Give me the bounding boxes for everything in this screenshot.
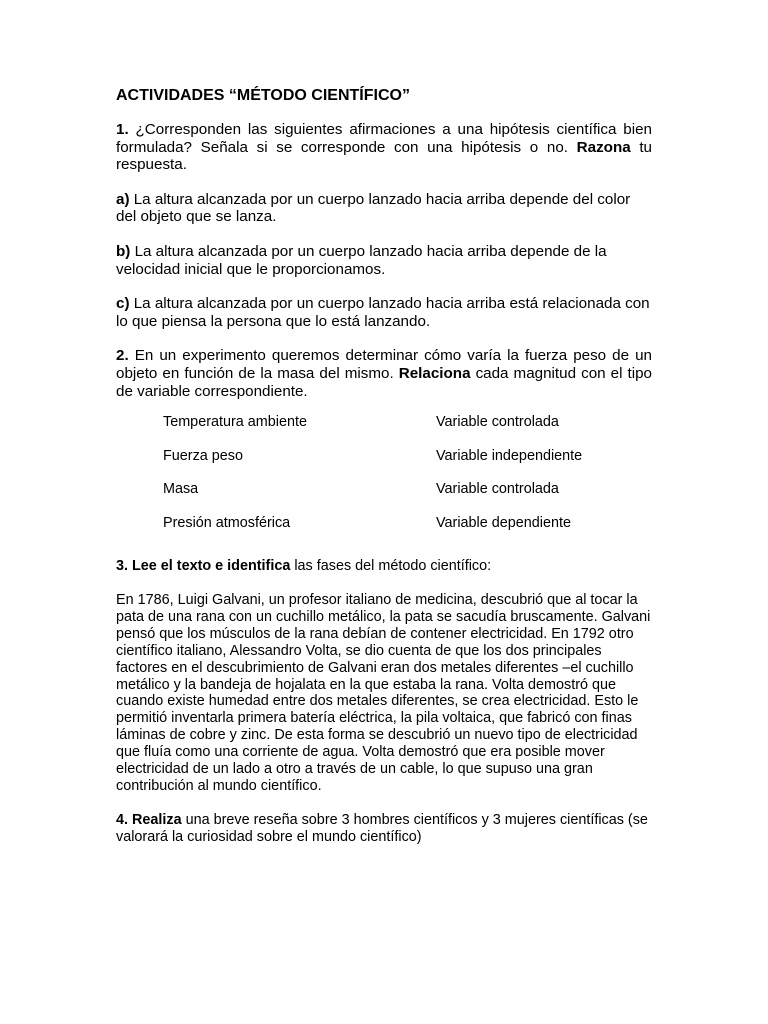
question-1-keyword: Razona (576, 138, 631, 156)
option-b-text: La altura alcanzada por un cuerpo lanzado hacia arriba depende de la velocidad inicial que le proporcionamos. (116, 242, 607, 278)
question-2-number: 2. (116, 347, 129, 365)
question-4-instruction: 4. Realiza (116, 811, 182, 828)
question-1-number: 1. (116, 121, 129, 138)
option-b (116, 243, 652, 278)
variable-type-cell: Variable independiente (436, 447, 583, 464)
matching-row (116, 481, 652, 515)
reading-passage: En 1786, Luigi Galvani, un profesor italiano de medicina, descubrió que al tocar la pata de una rana con un cuchillo metálico, la pata se sacudía bruscamente. Galvani pensó que los músculos de la rana debían de contener electricidad. En 1792 otro científico italiano, Alessandro Volta, se dio cuenta de que los dos principales factores en el descubrimiento de Galvani eran dos metales diferentes –el cuchillo metálico y la bandeja de hojalata en la que estaba la rana. Volta demostró que cuando existe humedad entre dos metales diferentes, se crea electricidad. Esto le permitió inventarla primera batería eléctrica, la pila voltaica, que fabricó con finas láminas de cobre y zinc. De esta forma se descubrió un nuevo tipo de electricidad que fluía como una corriente de agua. Volta demostró que era posible mover electricidad de un lado a otro a través de un cable, lo que supuso una gran contribución al mundo científico. (116, 592, 651, 794)
question-2-text: En un experimento queremos determinar cómo varía la fuerza peso de un objeto en función de la masa del mismo. (116, 347, 652, 382)
magnitude-cell: Masa (163, 481, 199, 498)
variable-type-cell: Variable controlada (436, 481, 559, 498)
question-1-text-end: tu respuesta. (116, 138, 652, 174)
question-1 (116, 121, 652, 174)
option-c-text: La altura alcanzada por un cuerpo lanzado hacia arriba está relacionada con lo que piensa la persona que lo está lanzando. (116, 295, 650, 330)
question-2 (116, 347, 652, 400)
variable-type-cell: Variable dependiente (436, 514, 571, 531)
matching-row (116, 414, 652, 448)
magnitude-cell: Presión atmosférica (163, 514, 291, 531)
question-4 (116, 812, 652, 846)
document-page (116, 86, 652, 863)
option-b-label: b) (116, 242, 131, 260)
question-2-keyword: Relaciona (398, 364, 471, 382)
matching-table (116, 414, 652, 548)
question-3 (116, 558, 652, 575)
variable-type-cell: Variable controlada (436, 414, 559, 431)
option-a-text: La altura alcanzada por un cuerpo lanzado hacia arriba depende del color del objeto que se lanza. (116, 190, 631, 226)
matching-row (116, 448, 652, 482)
question-2-text-end: cada magnitud con el tipo de variable correspondiente. (116, 364, 653, 400)
document-title: ACTIVIDADES “MÉTODO CIENTÍFICO” (116, 87, 410, 104)
question-3-text: las fases del método científico: (290, 558, 492, 575)
question-4-text: una breve reseña sobre 3 hombres científicos y 3 mujeres científicas (se valorará la curiosidad sobre el mundo científico) (116, 811, 648, 845)
magnitude-cell: Temperatura ambiente (163, 414, 307, 431)
option-c-label: c) (116, 295, 130, 313)
matching-row (116, 515, 652, 549)
question-3-instruction: 3. Lee el texto e identifica (116, 558, 291, 575)
option-a (116, 191, 652, 226)
option-c (116, 295, 652, 330)
option-a-label: a) (116, 190, 130, 208)
magnitude-cell: Fuerza peso (163, 447, 243, 464)
question-1-text: ¿Corresponden las siguientes afirmaciones a una hipótesis científica bien formulada? Señala si se corresponde con una hipótesis o no. (116, 121, 652, 156)
